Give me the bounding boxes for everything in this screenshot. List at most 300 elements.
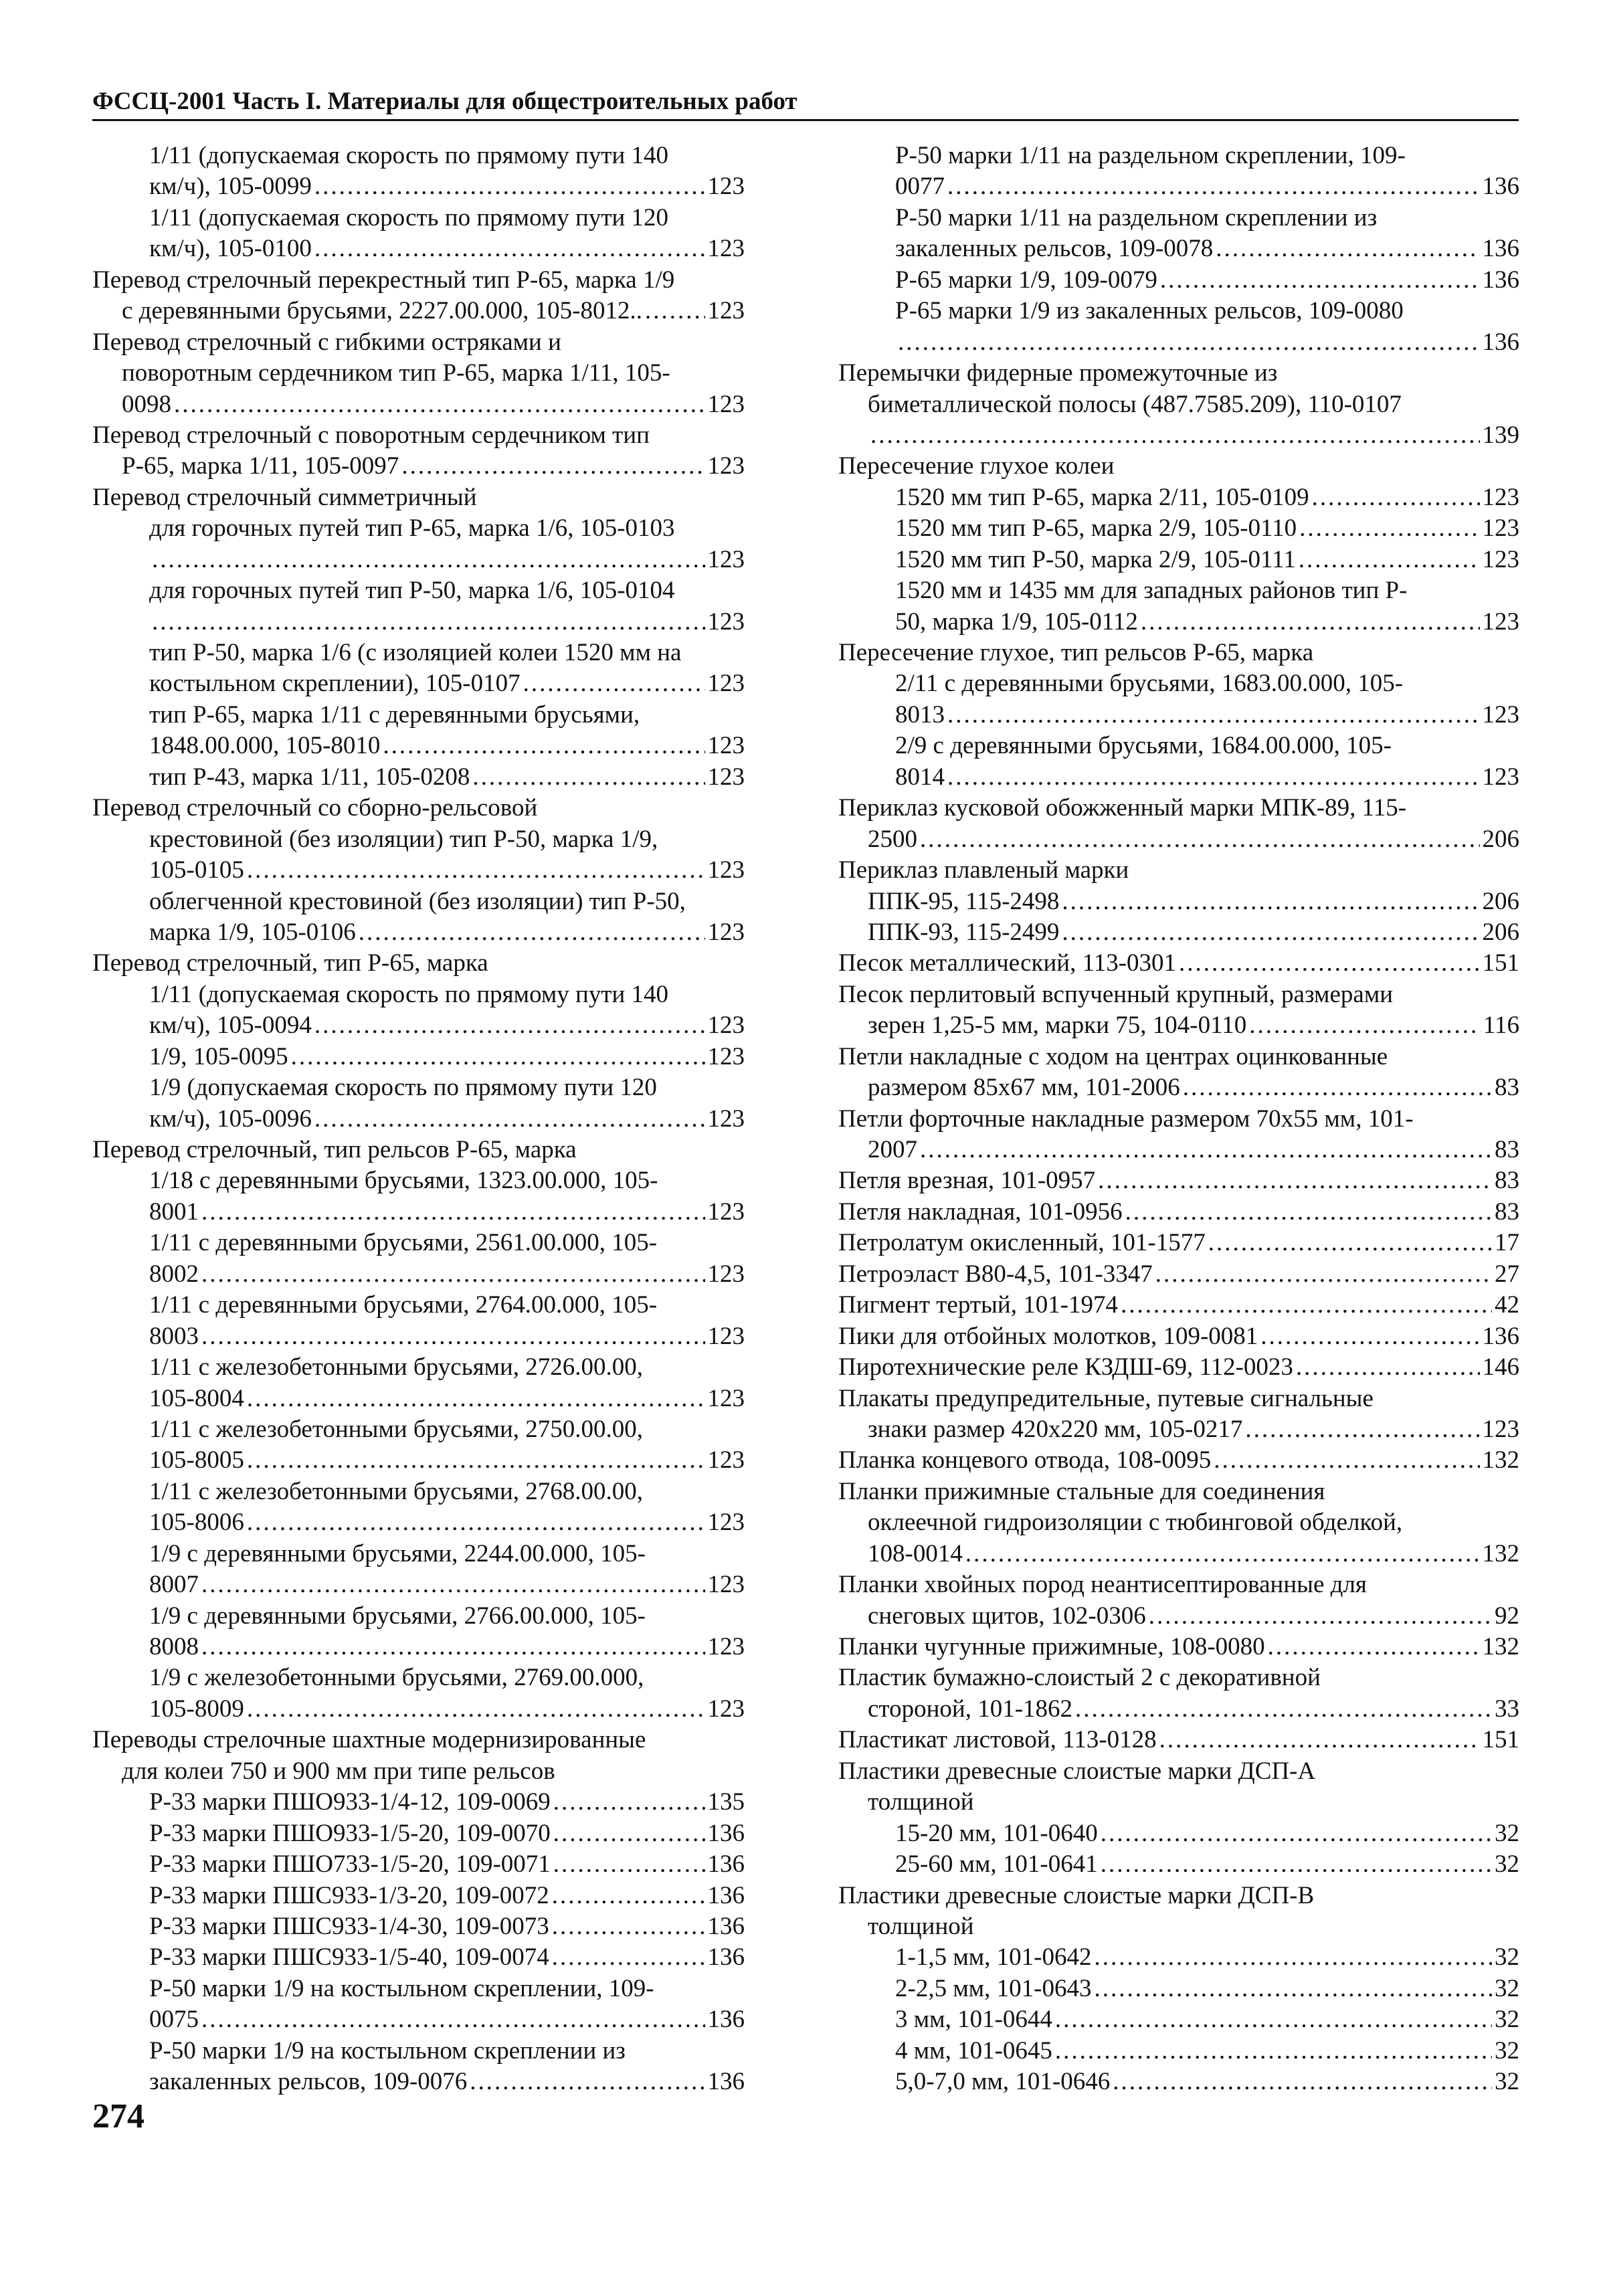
index-entry: [92, 638, 745, 668]
index-entry-page: 136: [1482, 1322, 1519, 1350]
index-entry-text: Р-50 марки 1/11 на раздельном скреплении, 109-: [895, 142, 1406, 169]
index-entry-text: Р-33 марки ПШС933-1/3-20, 109-0072: [149, 1881, 549, 1909]
index-entry: [838, 265, 1519, 296]
index-entry-text: 8002: [149, 1260, 199, 1288]
index-entry-text: Петли форточные накладные размером 70x55 мм, 101-: [838, 1105, 1414, 1133]
index-entry: [838, 762, 1519, 793]
index-entry-page: 32: [1495, 1850, 1519, 1879]
index-entry-page: 132: [1482, 1446, 1519, 1474]
dot-leader: [1260, 1321, 1479, 1352]
index-entry-page: 123: [1482, 483, 1519, 511]
index-entry: [838, 1756, 1519, 1787]
index-entry-text: 3 мм, 101-0644: [895, 2006, 1052, 2034]
dot-leader: [1125, 1197, 1492, 1228]
index-entry-text: Р-33 марки ПШС933-1/5-40, 109-0074: [149, 1943, 549, 1972]
index-entry-text: Перевод стрелочный с гибкими остряками и: [92, 328, 561, 356]
index-entry: [838, 2036, 1519, 2067]
dot-leader: [472, 762, 704, 793]
index-entry-text: 1520 мм тип Р-65, марка 2/11, 105-0109: [895, 483, 1309, 511]
index-entry-text: Перевод стрелочный, тип рельсов Р-65, марка: [92, 1136, 577, 1163]
index-entry-text: 105-8006: [149, 1509, 244, 1537]
index-entry: [838, 1414, 1519, 1445]
index-entry-text: тип Р-43, марка 1/11, 105-0208: [149, 763, 470, 791]
index-entry: [92, 855, 745, 886]
index-entry: [838, 1042, 1519, 1072]
dot-leader: [1160, 265, 1480, 296]
index-entry-text: 1/9 (допускаемая скорость по прямому пути 120: [149, 1074, 657, 1102]
dot-leader: [920, 824, 1480, 855]
index-entry-text: для колеи 750 и 900 мм при типе рельсов: [122, 1757, 555, 1785]
index-entry-text: Переводы стрелочные шахтные модернизированные: [92, 1726, 646, 1754]
index-entry: [92, 482, 745, 513]
index-entry: [92, 1197, 745, 1228]
index-entry-page: 123: [1482, 514, 1519, 543]
dot-leader: [1245, 1414, 1479, 1445]
index-entry-text: 1/11 (допускаемая скорость по прямому пути 140: [149, 142, 669, 169]
index-entry: [838, 1507, 1519, 1538]
dot-leader: [470, 2067, 704, 2097]
index-entry: [838, 668, 1519, 699]
dot-leader: [1208, 1228, 1492, 1258]
index-entry-text: для горочных путей тип Р-50, марка 1/6, 105-0104: [149, 577, 675, 605]
index-entry: [92, 1974, 745, 2004]
index-entry-text: 1/11 (допускаемая скорость по прямому пути 120: [149, 203, 669, 231]
index-entry-text: поворотным сердечником тип Р-65, марка 1/11, 105-: [122, 359, 670, 387]
index-entry: [838, 1197, 1519, 1228]
index-entry-page: 136: [1482, 266, 1519, 294]
page-number: 274: [92, 2097, 145, 2135]
dot-leader: [1296, 1352, 1480, 1383]
index-entry: [838, 1352, 1519, 1383]
index-entry-text: Пластики древесные слоистые марки ДСП-В: [838, 1881, 1315, 1909]
dot-leader: [1312, 482, 1480, 513]
index-entry-page: 33: [1495, 1695, 1519, 1723]
index-entry-page: 136: [707, 1850, 745, 1879]
index-entry-page: 136: [1482, 235, 1519, 263]
dot-leader: [1094, 1974, 1492, 2004]
index-entry-text: 105-8005: [149, 1446, 244, 1474]
dot-leader: [1149, 1601, 1492, 1632]
index-entry-text: 1520 мм и 1435 мм для западных районов тип Р-: [895, 577, 1408, 605]
dot-leader: [314, 171, 705, 202]
index-entry-text: Пластикат листовой, 113-0128: [838, 1726, 1157, 1754]
index-entry: [838, 855, 1519, 886]
index-entry: [838, 1321, 1519, 1352]
index-entry-text: тип Р-65, марка 1/11 с деревянными брусьями,: [149, 700, 640, 729]
index-entry: [838, 1662, 1519, 1693]
dot-leader: [1183, 1072, 1492, 1103]
index-entry: [838, 575, 1519, 606]
index-entry: [92, 545, 745, 575]
index-entry-page: 136: [1482, 173, 1519, 201]
dot-leader: [1113, 2067, 1492, 2097]
index-entry: [838, 1601, 1519, 1632]
index-entry: [838, 451, 1519, 482]
index-entry-text: с деревянными брусьями, 2227.00.000, 105-8012..: [122, 297, 642, 325]
dot-leader: [898, 327, 1480, 358]
index-entry: [838, 824, 1519, 855]
index-entry: [838, 917, 1519, 948]
index-entry-text: костыльном скреплении), 105-0107: [149, 670, 521, 698]
index-entry-page: 123: [707, 732, 745, 760]
dot-leader: [947, 700, 1480, 731]
index-entry-text: км/ч), 105-0096: [149, 1105, 312, 1133]
index-entry-text: Песок перлитовый вспученный крупный, размерами: [838, 980, 1394, 1008]
index-entry-text: стороной, 101-1862: [868, 1695, 1073, 1723]
index-entry-page: 123: [707, 1012, 745, 1040]
dot-leader: [247, 1694, 705, 1725]
index-entry-page: 123: [1482, 545, 1519, 573]
index-entry: [92, 358, 745, 389]
dot-leader: [247, 1445, 705, 1476]
index-entry: [92, 1694, 745, 1725]
index-entry-text: Плакаты предупредительные, путевые сигнальные: [838, 1384, 1374, 1412]
index-entry-text: 25-60 мм, 101-0641: [895, 1850, 1098, 1879]
index-entry-text: Перевод стрелочный симметричный: [92, 483, 477, 511]
index-entry-text: 1848.00.000, 105-8010: [149, 732, 381, 760]
index-entry: [838, 948, 1519, 979]
index-entry: [838, 700, 1519, 731]
index-column-left: [92, 140, 745, 2098]
index-entry-text: 1520 мм тип Р-50, марка 2/9, 105-0111: [895, 545, 1296, 573]
index-entry-text: для горочных путей тип Р-65, марка 1/6, 105-0103: [149, 514, 675, 543]
index-entry: [92, 1849, 745, 1880]
index-entry-text: 1/9 с деревянными брусьями, 2766.00.000, 105-: [149, 1602, 646, 1630]
dot-leader: [1299, 545, 1480, 575]
dot-leader: [1179, 948, 1479, 979]
index-entry: [838, 1228, 1519, 1258]
index-entry-text: 1/11 с железобетонными брусьями, 2768.00.00,: [149, 1477, 644, 1505]
index-entry: [838, 1290, 1519, 1321]
index-entry: [92, 171, 745, 202]
index-entry: [838, 1259, 1519, 1290]
index-entry-page: 92: [1495, 1602, 1519, 1630]
index-entry-page: 136: [707, 1881, 745, 1909]
index-entry-page: 32: [1495, 2036, 1519, 2065]
index-entry-text: Пересечение глухое, тип рельсов Р-65, марка: [838, 639, 1314, 666]
index-entry: [838, 1569, 1519, 1600]
index-entry: [92, 1476, 745, 1507]
index-entry: [838, 233, 1519, 264]
index-entry: [92, 979, 745, 1010]
index-entry-page: 151: [1482, 949, 1519, 977]
index-entry-text: Перевод стрелочный со сборно-рельсовой: [92, 794, 538, 822]
index-entry: [838, 296, 1519, 326]
index-entry-page: 32: [1495, 2068, 1519, 2096]
index-entry: [92, 2067, 745, 2097]
index-entry-text: км/ч), 105-0094: [149, 1012, 312, 1040]
index-entry: [838, 1911, 1519, 1942]
index-entry-page: 123: [1482, 763, 1519, 791]
index-entry-text: 2500: [868, 825, 917, 853]
index-entry: [92, 513, 745, 544]
index-entry: [838, 1165, 1519, 1196]
index-entry-text: толщиной: [868, 1788, 974, 1816]
index-entry-text: Р-65 марки 1/9, 109-0079: [895, 266, 1157, 294]
index-entry: [92, 700, 745, 731]
index-entry-text: 1/18 с деревянными брусьями, 1323.00.000, 105-: [149, 1167, 658, 1195]
dot-leader: [201, 2004, 705, 2035]
index-entry-page: 123: [707, 856, 745, 884]
index-entry: [92, 1942, 745, 1973]
index-entry-text: Планка концевого отвода, 108-0095: [838, 1446, 1212, 1474]
index-entry: [92, 575, 745, 606]
index-entry: [838, 1818, 1519, 1849]
index-entry-page: 123: [707, 390, 745, 418]
index-entry-text: Перевод стрелочный с поворотным сердечником тип: [92, 421, 650, 449]
index-entry: [92, 1756, 745, 1787]
index-entry: [92, 1507, 745, 1538]
index-entry-text: Петролатум окисленный, 101-1577: [838, 1229, 1206, 1257]
index-entry: [92, 1881, 745, 1911]
index-entry: [92, 1911, 745, 1942]
index-entry-page: 123: [1482, 1415, 1519, 1443]
index-entry-text: 2-2,5 мм, 101-0643: [895, 1974, 1092, 2002]
index-entry-text: Р-33 марки ПШС933-1/4-30, 109-0073: [149, 1912, 549, 1940]
index-entry: [92, 668, 745, 699]
index-entry-page: 123: [707, 607, 745, 636]
index-entry-text: размером 85x67 мм, 101-2006: [868, 1074, 1180, 1102]
index-entry-text: 1/11 с железобетонными брусьями, 2750.00.00,: [149, 1415, 644, 1443]
dot-leader: [174, 389, 705, 420]
index-entry-text: Перевод стрелочный перекрестный тип Р-65, марка 1/9: [92, 266, 675, 294]
dot-leader: [552, 1911, 705, 1942]
index-entry: [838, 793, 1519, 824]
dot-leader: [152, 607, 705, 638]
index-entry: [92, 1601, 745, 1632]
index-entry-text: 1520 мм тип Р-65, марка 2/9, 105-0110: [895, 514, 1297, 543]
dot-leader: [1101, 1849, 1492, 1880]
index-entry: [838, 1135, 1519, 1165]
index-entry: [838, 731, 1519, 761]
index-entry-page: 132: [1482, 1539, 1519, 1567]
index-entry-text: 1/9 с деревянными брусьями, 2244.00.000, 105-: [149, 1539, 646, 1567]
index-entry-text: толщиной: [868, 1912, 974, 1940]
index-entry-page: 42: [1495, 1291, 1519, 1319]
dot-leader: [947, 171, 1480, 202]
index-entry-text: Планки прижимные стальные для соединения: [838, 1477, 1325, 1505]
index-entry: [838, 886, 1519, 917]
index-entry-page: 123: [707, 297, 745, 325]
index-entry: [92, 1290, 745, 1321]
index-entry-page: 139: [1482, 421, 1519, 449]
index-entry: [92, 1787, 745, 1818]
index-entry-text: Р-65, марка 1/11, 105-0097: [122, 452, 399, 480]
dot-leader: [247, 1383, 705, 1414]
index-entry-text: зерен 1,25-5 мм, марки 75, 104-0110: [868, 1012, 1247, 1040]
dot-leader: [1075, 1694, 1492, 1725]
index-entry-page: 116: [1483, 1012, 1519, 1040]
index-entry-page: 83: [1495, 1167, 1519, 1195]
dot-leader: [870, 420, 1480, 451]
dot-leader: [552, 1942, 705, 1973]
index-entry-text: Перемычки фидерные промежуточные из: [838, 359, 1278, 387]
index-entry: [838, 1445, 1519, 1476]
index-entry-page: 146: [1482, 1353, 1519, 1381]
index-entry-text: Петля накладная, 101-0956: [838, 1198, 1123, 1226]
index-entry: [838, 2067, 1519, 2097]
index-entry: [92, 607, 745, 638]
dot-leader: [201, 1632, 705, 1662]
dot-leader: [1062, 886, 1479, 917]
dot-leader: [201, 1197, 705, 1228]
index-entry-page: 123: [707, 452, 745, 480]
index-entry-text: 0075: [149, 2006, 199, 2034]
index-entry-page: 123: [707, 1105, 745, 1133]
index-entry: [92, 1539, 745, 1569]
index-entry-page: 151: [1482, 1726, 1519, 1754]
index-entry: [92, 2036, 745, 2067]
index-entry: [838, 1104, 1519, 1135]
index-entry-page: 32: [1495, 1974, 1519, 2002]
index-entry: [92, 203, 745, 233]
dot-leader: [383, 731, 704, 761]
index-entry-text: 1/11 с деревянными брусьями, 2764.00.000, 105-: [149, 1291, 658, 1319]
index-entry-page: 123: [707, 1571, 745, 1599]
index-entry-text: Петля врезная, 101-0957: [838, 1167, 1096, 1195]
dot-leader: [523, 668, 705, 699]
index-entry-text: 1-1,5 мм, 101-0642: [895, 1943, 1092, 1972]
index-entry-text: 2/9 с деревянными брусьями, 1684.00.000, 105-: [895, 732, 1392, 760]
index-entry-page: 27: [1495, 1260, 1519, 1288]
index-entry-text: снеговых щитов, 102-0306: [868, 1602, 1146, 1630]
index-entry-text: км/ч), 105-0099: [149, 173, 312, 201]
index-entry-text: Пересечение глухое колеи: [838, 452, 1115, 480]
index-entry-text: 2007: [868, 1136, 917, 1163]
index-entry-page: 123: [707, 1509, 745, 1537]
dot-leader: [314, 233, 705, 264]
index-entry-text: 105-8004: [149, 1384, 244, 1412]
index-entry-text: облегченной крестовиной (без изоляции) тип Р-50,: [149, 887, 686, 915]
dot-leader: [1249, 1010, 1481, 1041]
dot-leader: [645, 296, 705, 326]
index-entry-text: Перевод стрелочный, тип Р-65, марка: [92, 949, 488, 977]
index-entry-text: Р-50 марки 1/11 на раздельном скреплении из: [895, 203, 1378, 231]
index-entry-page: 206: [1482, 887, 1519, 915]
index-entry-page: 136: [707, 1943, 745, 1972]
index-entry: [838, 358, 1519, 389]
index-entry: [92, 327, 745, 358]
index-entry-text: 8014: [895, 763, 945, 791]
index-entry-text: 2/11 с деревянными брусьями, 1683.00.000, 105-: [895, 670, 1404, 698]
index-entry: [92, 233, 745, 264]
dot-leader: [1055, 2036, 1492, 2067]
index-entry-text: Периклаз кусковой обожженный марки МПК-89, 115-: [838, 794, 1407, 822]
dot-leader: [401, 451, 704, 482]
index-entry-text: Р-65 марки 1/9 из закаленных рельсов, 109-0080: [895, 297, 1404, 325]
index-entry: [92, 762, 745, 793]
index-entry: [838, 607, 1519, 638]
dot-leader: [1141, 607, 1480, 638]
index-entry-text: Пигмент тертый, 101-1974: [838, 1291, 1119, 1319]
index-entry-text: Планки чугунные прижимные, 108-0080: [838, 1633, 1265, 1660]
dot-leader: [1094, 1942, 1492, 1973]
index-entry-page: 136: [707, 1819, 745, 1847]
index-entry: [92, 1383, 745, 1414]
index-entry: [838, 1476, 1519, 1507]
dot-leader: [201, 1321, 705, 1352]
index-entry-page: 136: [1482, 328, 1519, 356]
index-entry-page: 83: [1495, 1136, 1519, 1163]
index-entry-text: ППК-93, 115-2499: [868, 918, 1060, 946]
index-entry-page: 123: [707, 1633, 745, 1660]
index-entry-page: 123: [1482, 700, 1519, 729]
index-entry: [92, 1662, 745, 1693]
index-entry: [838, 1787, 1519, 1818]
index-entry-text: Р-33 марки ПШО933-1/5-20, 109-0070: [149, 1819, 551, 1847]
index-entry-text: 4 мм, 101-0645: [895, 2036, 1052, 2065]
dot-leader: [1062, 917, 1479, 948]
index-entry-text: 8003: [149, 1322, 199, 1350]
index-entry-text: Петли накладные с ходом на центрах оцинкованные: [838, 1042, 1388, 1070]
dot-leader: [947, 762, 1480, 793]
index-entry: [92, 1414, 745, 1445]
index-entry-text: оклеечной гидроизоляции с тюбинговой обделкой,: [868, 1509, 1403, 1537]
index-entry-page: 206: [1482, 918, 1519, 946]
dot-leader: [1268, 1632, 1480, 1662]
index-entry-text: Песок металлический, 113-0301: [838, 949, 1177, 977]
index-entry-text: км/ч), 105-0100: [149, 235, 312, 263]
index-entry-text: Пластики древесные слоистые марки ДСП-А: [838, 1757, 1316, 1785]
index-entry-text: 1/9 с железобетонными брусьями, 2769.00.000,: [149, 1664, 644, 1692]
dot-leader: [553, 1849, 705, 1880]
dot-leader: [359, 917, 705, 948]
index-entry-text: 8001: [149, 1198, 199, 1226]
index-entry-text: Планки хвойных пород неантисептированные для: [838, 1571, 1367, 1599]
index-entry-page: 123: [707, 1198, 745, 1226]
index-entry: [92, 793, 745, 824]
index-entry-page: 206: [1482, 825, 1519, 853]
dot-leader: [1055, 2004, 1492, 2035]
index-entry-text: 0077: [895, 173, 945, 201]
index-entry-page: 123: [707, 173, 745, 201]
index-entry: [92, 917, 745, 948]
index-entry-page: 32: [1495, 1819, 1519, 1847]
index-entry: [838, 1072, 1519, 1103]
index-entry-page: 136: [707, 2068, 745, 2096]
index-entry: [838, 1010, 1519, 1041]
index-entry: [838, 513, 1519, 544]
index-entry: [92, 886, 745, 917]
index-entry-text: 1/11 (допускаемая скорость по прямому пути 140: [149, 980, 669, 1008]
index-entry: [92, 1725, 745, 1755]
index-entry-page: 17: [1495, 1229, 1519, 1257]
index-entry-page: 123: [1482, 607, 1519, 636]
index-entry: [92, 296, 745, 326]
index-entry: [838, 203, 1519, 233]
index-entry-text: Пики для отбойных молотков, 109-0081: [838, 1322, 1258, 1350]
dot-leader: [553, 1818, 705, 1849]
index-entry: [838, 1881, 1519, 1911]
index-entry-text: тип Р-50, марка 1/6 (с изоляцией колеи 1520 мм на: [149, 639, 682, 666]
dot-leader: [965, 1539, 1480, 1569]
dot-leader: [152, 545, 705, 575]
index-entry-text: 8008: [149, 1633, 199, 1660]
index-entry: [838, 1383, 1519, 1414]
dot-leader: [1101, 1818, 1492, 1849]
index-entry-page: 123: [707, 235, 745, 263]
dot-leader: [1216, 233, 1479, 264]
index-entry-page: 83: [1495, 1074, 1519, 1102]
index-entry: [838, 140, 1519, 171]
index-entry: [92, 451, 745, 482]
index-entry: [838, 1942, 1519, 1973]
dot-leader: [247, 855, 705, 886]
index-entry: [92, 731, 745, 761]
dot-leader: [201, 1259, 705, 1290]
index-entry: [92, 948, 745, 979]
index-entry-text: закаленных рельсов, 109-0078: [895, 235, 1214, 263]
